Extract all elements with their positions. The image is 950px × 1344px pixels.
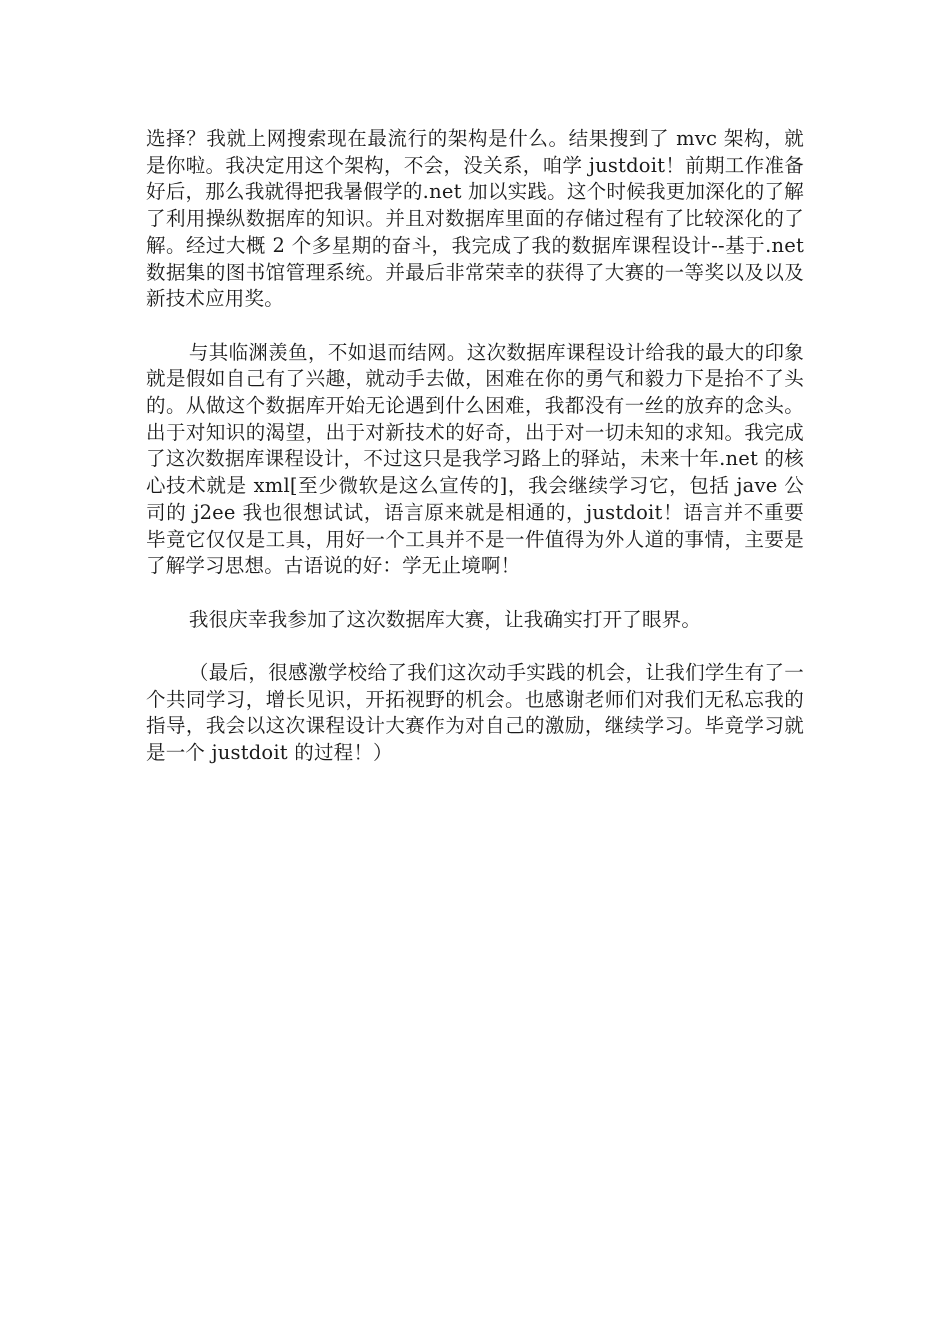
- paragraph-2: 与其临渊羡鱼，不如退而结网。这次数据库课程设计给我的最大的印象就是假如自己有了兴趣，就动手去做，困难在你的勇气和毅力下是抬不了头的。从做这个数据库开始无论遇到什么困难，我都没有一丝的放弃的念头。出于对知识的渴望，出于对新技术的好奇，出于对一切未知的求知。我完成了这次数据库课程设计，不过这只是我学习路上的驿站，未来十年.net 的核心技术就是 xml[至少微软是这么宣传的]，我会继续学习它，包括 jave 公司的 j2ee 我也很想试试，语言原来就是相通的，justdoit！语言并不重要毕竟它仅仅是工具，用好一个工具并不是一件值得为外人道的事情，主要是了解学习思想。古语说的好：学无止境啊！: [146, 340, 804, 578]
- paragraph-4: （最后，很感激学校给了我们这次动手实践的机会，让我们学生有了一个共同学习，增长见识，开拓视野的机会。也感谢老师们对我们无私忘我的指导，我会以这次课程设计大赛作为对自己的激励，继续学习。毕竟学习就是一个 justdoit 的过程！）: [146, 661, 804, 765]
- paragraph-3: 我很庆幸我参加了这次数据库大赛，让我确实打开了眼界。: [188, 607, 702, 631]
- document-body: [146, 126, 804, 767]
- paragraph-1: 选择？我就上网搜索现在最流行的架构是什么。结果搜到了 mvc 架构，就是你啦。我决定用这个架构，不会，没关系，咱学 justdoit！前期工作准备好后，那么我就得把我暑假学的.net 加以实践。这个时候我更加深化的了解了利用操纵数据库的知识。并且对数据库里面的存储过程有了比较深化的了解。经过大概 2 个多星期的奋斗，我完成了我的数据库课程设计--基于.net 数据集的图书馆管理系统。并最后非常荣幸的获得了大赛的一等奖以及以及新技术应用奖。: [146, 127, 804, 311]
